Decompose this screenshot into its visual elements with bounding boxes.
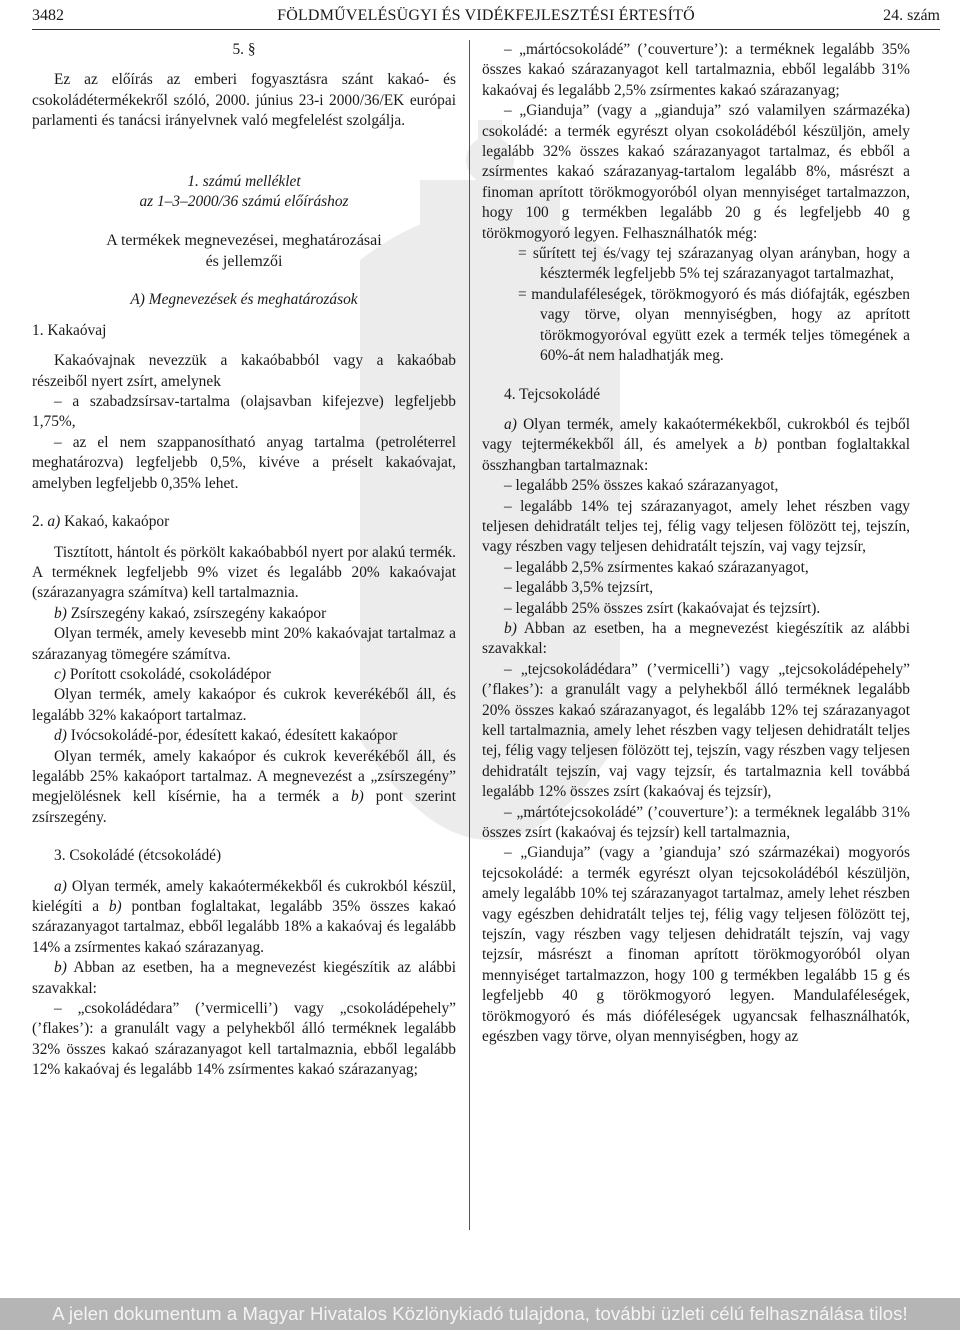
column-rule [469,40,470,1230]
journal-title: FÖLDMŰVELÉSÜGYI ÉS VIDÉKFEJLESZTÉSI ÉRTESÍTŐ [277,7,695,24]
copyright-text: A jelen dokumentum a Magyar Hivatalos Közlönykiadó tulajdona, további üzleti célú felhasználása tilos! [52,1303,908,1324]
section-number: 5. § [232,41,256,58]
item2-number: 2. [32,513,44,531]
right-column [482,40,910,1048]
main-heading-line1: A termékek megnevezései, meghatározásai [106,232,382,250]
item2-b-heading [32,604,456,624]
item2-heading [32,512,456,532]
item4-dash5: – legalább 25% összes zsírt (kakaóvajat és tejzsírt). [504,599,821,617]
item2-c-heading [32,665,456,685]
header-rule [32,29,940,30]
item2-c-label: c) [54,665,66,683]
item2-paragraph: Tisztított, hántolt és pörkölt kakaóbabból nyert por alakú termék. A terméknek legfeljebb 9% vizet és legalább 20% kakaóvajat (szárazanyagra számítva) kell tartalmaznia. [32,543,456,602]
annex-title: 1. számú melléklet [187,172,301,190]
issue-number: 24. szám [883,7,940,24]
item1-paragraph: Kakaóvajnak nevezzük a kakaóbabból vagy a kakaóbab részeiből nyert zsírt, amelynek [32,352,456,390]
item4-title: 4. Tejcsokoládé [504,385,601,403]
gianduja-sub2: = mandulaféleségek, törökmogyoró és más diófajták, egészben vagy törve, olyan mennyiségben, hogy az aprított törökmogyoróval együtt ezek a termék teljes tömegének a 60%-át nem haladhatják meg. [518,285,910,365]
item3-a-text: a) Olyan termék, amely kakaótermékekből és cukrokból készül, kielégíti a b) pontban foglaltakat, legalább 35% összes kakaó szárazanyagot tartalmaz, ebből legalább 18% a kakaóvaj és legalább 14% a zsírmentes kakaó szárazanyag. [32,877,456,956]
item2-d-title: Ivócsokoládé-por, édesített kakaó, édesített kakaópor [70,727,398,745]
item2-b-text: Olyan termék, amely kevesebb mint 20% kakaóvajat tartalmaz a szárazanyag tömegére számítva. [32,625,456,663]
gianduja-sub1: = sűrített tej és/vagy tej szárazanyag olyan arányban, hogy a késztermék legfeljebb 5% tej szárazanyagot tartalmazhat, [518,245,910,283]
item4-b-dash1: – „tejcsokoládédara” (’vermicelli’) vagy „tejcsokoládépehely” (’flakes’): a granulált vagy a pelyhekből álló terméknek legalább 20% összes kakaó szárazanyagot, és legalább 12% tej szárazanyagot kell tartalmaznia, amely lehet részben vagy teljesen dehidratált teljes tej, félig vagy teljesen fölözött tej, tejszín, vagy részben vagy teljesen dehidratált tejszín, vaj vagy tejzsír, és tartalmaznia kell továbbá legalább 12% összes zsírt (kakaóvaj és tejzsír), [482,660,910,801]
copyright-banner [0,1298,960,1330]
item4-b-dash3: – „Gianduja” (vagy a ’gianduja’ szó származékai) mogyorós tejcsokoládé: a termék egyrészt olyan tejcsokoládéból készüljön, amely legalább 10% tej szárazanyagot tartalmaz, amely lehet részben vagy egészben dehidratált teljes tej, félig vagy teljesen fölözött tej, tejszín, vagy részben vagy teljesen dehidratált tejszín, vaj vagy tejzsír, másrészt a finoman aprított törökmogyoróból olyan mennyiséget tartalmazzon, hogy 100 g termékben legalább 15 g és legfeljebb 40 g törökmogyoró legyen. Mandulaféleségek, törökmogyoró és más dióféleségek ugyancsak felhasználhatók, egészben vagy törve, olyan mennyiségben, hogy az [482,844,910,1046]
annex-reference: az 1–3–2000/36 számú előíráshoz [139,193,349,211]
item2-a-label: a) [47,513,61,531]
left-column [32,40,456,1081]
item3-b-dash1: – „csokoládédara” (’vermicelli’) vagy „csokoládépehely” (’flakes’): a granulált vagy a pelyhekből álló terméknek legalább 32% összes kakaó szárazanyagot kell tartalmaznia, ebből legalább 12% kakaóvaj és legalább 14% zsírmentes kakaó szárazanyag; [32,1000,456,1079]
item4-a-text: a) Olyan termék, amely kakaótermékekből, cukrokból és tejből vagy tejtermékekből áll, és amelyek a b) pontban foglaltakkal összhangban tartalmaznak: [482,415,910,474]
page-number: 3482 [32,7,64,24]
item2-b-label: b) [54,604,67,622]
sub-heading: A) Megnevezések és meghatározások [130,291,358,309]
item3-b-text: b) Abban az esetben, ha a megnevezést kiegészítik az alábbi szavakkal: [32,959,456,997]
item1-dash2: – az el nem szappanosítható anyag tartalma (petroléterrel meghatározva) legfeljebb 0,5%, kivéve a préselt kakaóvajat, amelyben legfeljebb 0,35% lehet. [32,433,456,492]
item4-dash4: – legalább 3,5% tejzsírt, [504,579,654,597]
item2-d-heading [32,726,456,746]
item4-b-dash2: – „mártótejcsokoládé” (’couverture’): a terméknek legalább 31% összes zsírt (kakaóvaj és tejzsír) kell tartalmaznia, [482,803,910,842]
item2-c-text: Olyan termék, amely kakaópor és cukrok keverékéből áll, és legalább 32% kakaóport tartalmaz. [32,686,456,724]
section-text: Ez az előírás az emberi fogyasztásra szánt kakaó- és csokoládétermékekről szóló, 2000. június 23-i 2000/36/EK európai parlamenti és tanácsi irányelvnek való megfelelést szolgálja. [32,71,456,130]
gianduja-paragraph: – „Gianduja” (vagy a „gianduja” szó valamilyen származéka) csokoládé: a termék egyrészt olyan csokoládéból készüljön, amely legalább 32% összes kakaó szárazanyagot tartalmaz, és ebből a zsírmentes kakaó szárazanyag-tartalom legalább 8%, másrészt a finoman aprított törökmogyoróból olyan mennyiséget tartalmazzon, hogy 100 g termékben legalább 20 g és legfeljebb 40 g törökmogyoró legyen. Felhasználhatók még: [482,102,910,242]
item4-dash1: – legalább 25% összes kakaó szárazanyagot, [504,477,779,495]
item2-d-label: d) [54,727,67,745]
item1-dash1: – a szabadzsírsav-tartalma (olajsavban kifejezve) legfeljebb 1,75%, [32,393,456,431]
item4-b-text: b) Abban az esetben, ha a megnevezést kiegészítik az alábbi szavakkal: [482,619,911,658]
item2-b-title: Zsírszegény kakaó, zsírszegény kakaópor [70,604,327,622]
item2-c-title: Porított csokoládé, csokoládépor [69,665,272,683]
couverture-paragraph: – „mártócsokoládé” (’couverture’): a terméknek legalább 35% összes kakaó szárazanyagot kell tartalmaznia, ebből legalább 31% kakaóvaj és legalább 2,5% zsírmentes kakaó szárazanyag; [482,41,910,99]
item4-dash2: – legalább 14% tej szárazanyagot, amely lehet részben vagy teljesen dehidratált teljes tej, félig vagy teljesen fölözött tej, tejszín, vagy részben vagy teljesen dehidratált tejszín, vaj vagy tejzsír, [482,497,910,556]
item3-title: 3. Csokoládé (étcsokoládé) [54,847,222,865]
item2-title: Kakaó, kakaópor [64,513,170,531]
item4-dash3: – legalább 2,5% zsírmentes kakaó szárazanyagot, [504,558,809,576]
main-heading-line2: és jellemzői [205,253,283,271]
item1-title: 1. Kakaóvaj [32,321,107,339]
page-header [32,6,940,26]
item2-d-text: Olyan termék, amely kakaópor és cukrok keverékéből áll, és legalább 25% kakaóport tartalmaz. A megnevezést a „zsírszegény” megjelölésnek kell kísérnie, ha a termék a b) pont szerint zsírszegény. [32,747,457,826]
